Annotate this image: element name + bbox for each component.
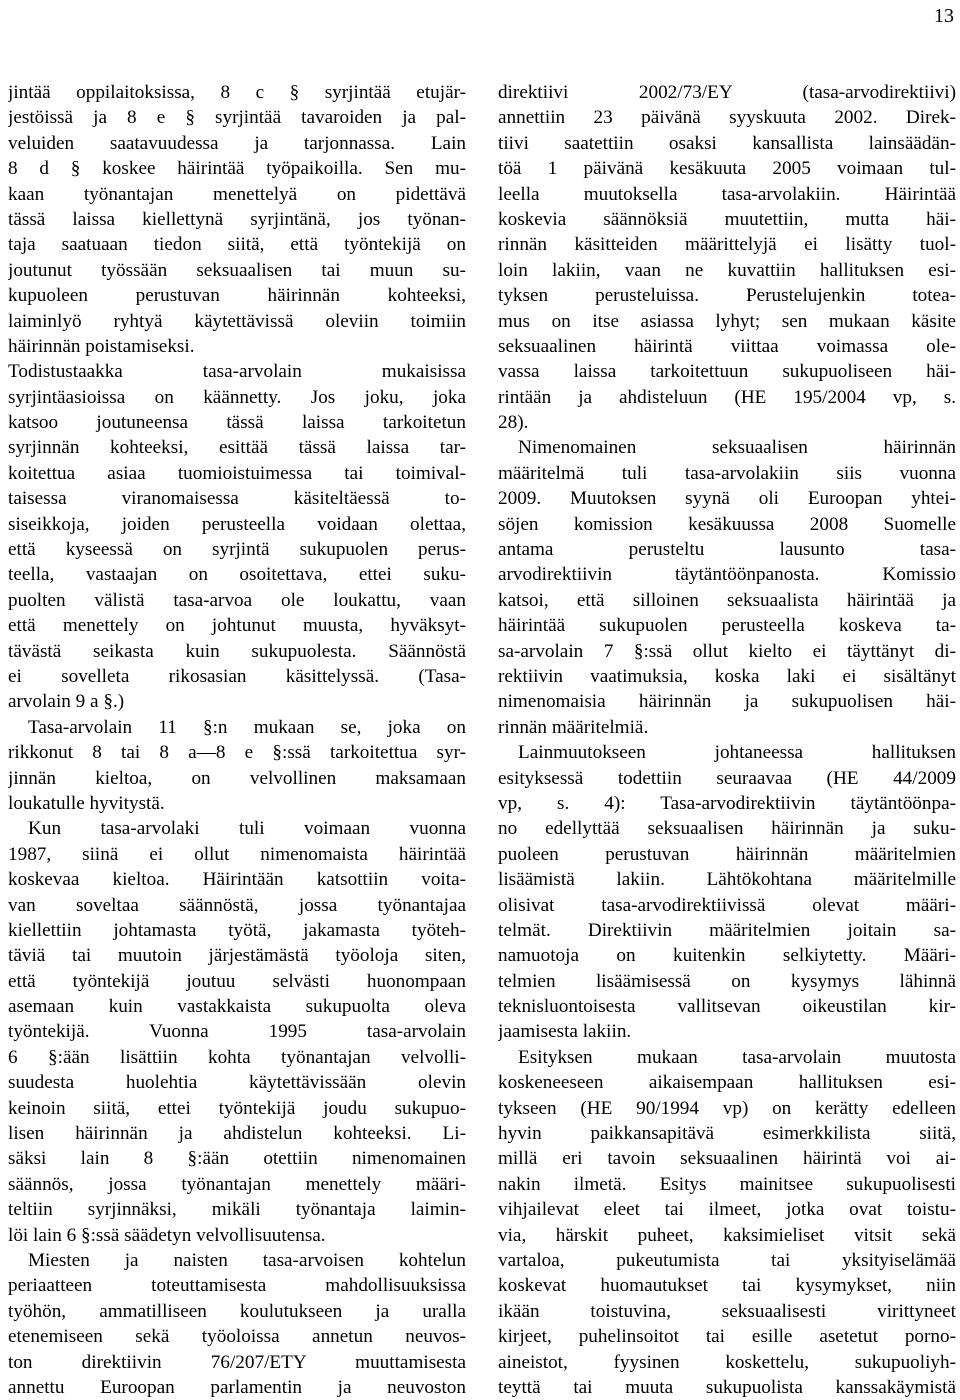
text-line: täviä tai muutoin järjestämästä työoloja siten, <box>8 945 466 967</box>
text-line: taja saatuaan tiedon siitä, että työntekijä on <box>8 234 466 256</box>
text-line: jaamisesta lakiin. <box>498 1021 632 1043</box>
text-line: 2009. Muutoksen syynä oli Euroopan yhtei- <box>498 488 956 510</box>
text-line: koskevaa kieltoa. Häirintään katsottiin voita- <box>8 869 466 891</box>
text-line: lisäämistä lakiin. Lähtökohtana määritelmille <box>498 869 956 891</box>
text-line: loukatulle hyvitystä. <box>8 792 165 814</box>
text-line: että kyseessä on syrjintä sukupuolen perus- <box>8 539 466 561</box>
text-line: millä eri tavoin seksuaalinen häirintä voi ai- <box>498 1148 956 1170</box>
text-line: 1987, siinä ei ollut nimenomaista häirintää <box>8 843 466 865</box>
text-line: että työntekijä joutuu selvästi huonompaan <box>8 970 466 992</box>
text-line: asemaan kuin vastakkaista sukupuolta oleva <box>8 996 466 1018</box>
text-line: antama perusteltu lausunto tasa- <box>498 539 956 561</box>
text-line: leella muutoksella tasa-arvolakiin. Häirintää <box>498 183 956 205</box>
text-line: jestöissä ja 8 e § syrjintää tavaroiden ja pal- <box>8 107 466 129</box>
text-line: no edellyttää seksuaalisen häirinnän ja suku- <box>498 818 956 840</box>
text-line: siseikkoja, joiden perusteella voidaan olettaa, <box>8 513 466 535</box>
text-line: kiellettiin johtamasta työtä, jakamasta työteh- <box>8 919 466 941</box>
text-line: Kun tasa-arvolaki tuli voimaan vuonna <box>28 818 466 840</box>
text-line: 8 d § koskee häirintää työpaikoilla. Sen mu- <box>8 158 466 180</box>
text-line: että menettely on johtunut muusta, hyväksyt- <box>8 615 466 637</box>
text-line: vihjailevat eleet tai ilmeet, jotka ovat toistu- <box>498 1199 956 1221</box>
text-line: Miesten ja naisten tasa-arvoisen kohtelun <box>28 1249 466 1271</box>
text-line: arvolain 9 a §.) <box>8 691 125 713</box>
text-line: ton direktiivin 76/207/ETY muuttamisesta <box>8 1351 466 1373</box>
text-line: vassa laissa tarkoitettuun sukupuoliseen häi- <box>498 361 956 383</box>
text-line: nimenomaisia häirinnän ja sukupuolisen häi- <box>498 691 956 713</box>
text-line: aineistot, fyysinen koskettelu, sukupuoliyh- <box>498 1351 956 1373</box>
text-line: kupuoleen perustuvan häirinnän kohteeksi, <box>8 285 466 307</box>
text-line: loin lakiin, vaan ne kuvattiin hallituksen esi- <box>498 259 956 281</box>
text-line: koskevia säännöksiä muutettiin, mutta häi- <box>498 208 956 230</box>
text-line: annettu Euroopan parlamentin ja neuvoston <box>8 1376 466 1398</box>
text-line: etenemiseen sekä työoloissa annetun neuvos- <box>8 1326 466 1348</box>
text-line: direktiivi 2002/73/EY (tasa-arvodirektiivi) <box>498 82 956 103</box>
text-line: ikään toistuvina, seksuaalisesti virittyneet <box>498 1300 956 1322</box>
text-line: tässä laissa kiellettynä syrjintänä, jos työnan- <box>8 208 466 230</box>
text-line: laiminlyö ryhtyä käytettävissä oleviin toimiin <box>8 310 466 332</box>
text-line: annettiin 23 päivänä syyskuuta 2002. Direk- <box>498 107 956 129</box>
text-line: rinnän käsitteiden määrittelyjä ei lisätty tuol- <box>498 234 956 256</box>
text-line: van soveltaa säännöstä, jossa työnantajaa <box>8 894 466 916</box>
text-line: Nimenomainen seksuaalisen häirinnän <box>518 437 956 459</box>
text-line: puolten välistä tasa-arvoa ole loukattu, vaan <box>8 589 466 611</box>
text-line: jintää oppilaitoksissa, 8 c § syrjintää etujär- <box>8 82 466 103</box>
text-line: rektiivin vaatimuksia, koska laki ei sisältänyt <box>498 665 956 687</box>
text-line: hyvin paikkansapitävä esimerkkilista siitä, <box>498 1123 956 1145</box>
left-text-column <box>8 80 466 1400</box>
text-line: teella, vastaajan on osoitettava, ettei suku- <box>8 564 466 586</box>
text-line: teltiin syrjinnäksi, mikäli työnantaja laimin- <box>8 1199 466 1221</box>
text-line: via, härskit puheet, kaksimieliset vitsit sekä <box>498 1224 956 1246</box>
right-text-column <box>498 80 956 1400</box>
text-line: esityksessä todettiin seuraavaa (HE 44/2009 <box>498 767 956 789</box>
text-line: telmät. Direktiivin määritelmien joitain sa- <box>498 919 956 941</box>
text-line: veluiden saatavuudessa ja tarjonnassa. Lain <box>8 132 466 154</box>
text-line: häirintää sukupuolen perusteella koskeva ta- <box>498 615 956 637</box>
text-line: häirinnän poistamiseksi. <box>8 335 195 357</box>
text-line: namuotoja on kuitenkin selkiytetty. Määri- <box>498 945 956 967</box>
text-line: syrjinnän kohteeksi, esittää tässä laissa tar- <box>8 437 466 459</box>
text-line: vp, s. 4): Tasa-arvodirektiivin täytäntöönpa- <box>498 792 956 814</box>
text-line: löi lain 6 §:ssä säädetyn velvollisuutensa. <box>8 1224 326 1246</box>
text-line: tykseen (HE 90/1994 vp) on kerätty edelleen <box>498 1097 956 1119</box>
text-line: 6 §:ään lisättiin kohta työnantajan velvolli- <box>8 1046 466 1068</box>
text-line: syrjintäasioissa on käännetty. Jos joku, joka <box>8 386 466 408</box>
text-line: työntekijä. Vuonna 1995 tasa-arvolain <box>8 1021 466 1043</box>
text-line: rikkonut 8 tai 8 a—8 e §:ssä tarkoitettua syr- <box>8 742 466 764</box>
text-line: Todistustaakka tasa-arvolain mukaisissa <box>8 361 466 383</box>
text-line: työhön, ammatilliseen koulutukseen ja uralla <box>8 1300 466 1322</box>
text-line: arvodirektiivin täytäntöönpanosta. Komissio <box>498 564 956 586</box>
text-line: koskeneeseen aikaisempaan hallituksen esi- <box>498 1072 956 1094</box>
text-line: teknisluontoisesta vallitsevan oikeustilan kir- <box>498 996 956 1018</box>
text-line: Lainmuutokseen johtaneessa hallituksen <box>518 742 956 764</box>
text-line: säksi lain 8 §:ään otettiin nimenomainen <box>8 1148 466 1170</box>
text-line: määritelmä tuli tasa-arvolakiin siis vuonna <box>498 462 956 484</box>
text-line: rintään ja ahdisteluun (HE 195/2004 vp, s. <box>498 386 956 408</box>
text-line: olisivat tasa-arvodirektiivissä olevat määri- <box>498 894 956 916</box>
text-line: seksuaalinen häirintä viittaa voimassa ole- <box>498 335 956 357</box>
text-line: tyksen perusteluissa. Perustelujenkin totea- <box>498 285 956 307</box>
text-line: tävästä seikasta kuin sukupuolesta. Säännöstä <box>8 640 466 662</box>
text-line: kaan työnantajan menettelyä on pidettävä <box>8 183 466 205</box>
text-line: nakin ilmetä. Esitys mainitsee sukupuolisesti <box>498 1173 956 1195</box>
text-line: katsoo joutuneensa tässä laissa tarkoitetun <box>8 412 466 434</box>
text-line: mus on itse asiassa lyhyt; sen mukaan käsite <box>498 310 956 332</box>
text-line: vartaloa, pukeutumista tai yksityiselämää <box>498 1249 956 1271</box>
text-line: koitettua asiaa tuomioistuimessa tai toimival- <box>8 462 466 484</box>
text-line: rinnän määritelmiä. <box>498 716 649 738</box>
text-line: jinnän kieltoa, on velvollinen maksamaan <box>8 767 466 789</box>
text-line: töä 1 päivänä kesäkuuta 2005 voimaan tul- <box>498 158 956 180</box>
text-line: söjen komission kesäkuussa 2008 Suomelle <box>498 513 956 535</box>
text-line: katsoi, että silloinen seksuaalista häirintää ja <box>498 589 956 611</box>
text-line: tiivi saatettiin osaksi kansallista lainsäädän- <box>498 132 956 154</box>
text-line: sa-arvolain 7 §:ssä ollut kielto ei täyttänyt di- <box>498 640 956 662</box>
text-line: suudesta huolehtia käytettävissään olevin <box>8 1072 466 1094</box>
text-line: teyttä tai muuta sukupuolista kanssakäymistä <box>498 1376 956 1398</box>
text-line: taisessa viranomaisessa käsiteltäessä to- <box>8 488 466 510</box>
text-line: 28). <box>498 412 529 434</box>
text-line: koskevat huomautukset tai kysymykset, niin <box>498 1275 956 1297</box>
text-line: ei sovelleta rikosasian käsittelyssä. (Tasa- <box>8 665 466 687</box>
text-line: kirjeet, puhelinsoitot tai esille asetetut porno- <box>498 1326 956 1348</box>
text-line: joutunut työssään seksuaalisen tai muun su- <box>8 259 466 281</box>
text-line: keinoin siitä, ettei työntekijä joudu sukupuo- <box>8 1097 466 1119</box>
page-number: 13 <box>934 5 954 27</box>
text-line: puoleen perustuvan häirinnän määritelmien <box>498 843 956 865</box>
text-line: Tasa-arvolain 11 §:n mukaan se, joka on <box>28 716 466 738</box>
text-line: telmien lisäämisessä on kysymys lähinnä <box>498 970 956 992</box>
text-line: periaatteen toteuttamisesta mahdollisuuksissa <box>8 1275 466 1297</box>
text-line: lisen häirinnän ja ahdistelun kohteeksi. Li- <box>8 1123 466 1145</box>
text-line: säännös, jossa työnantajan menettely määri- <box>8 1173 466 1195</box>
text-line: Esityksen mukaan tasa-arvolain muutosta <box>518 1046 956 1068</box>
